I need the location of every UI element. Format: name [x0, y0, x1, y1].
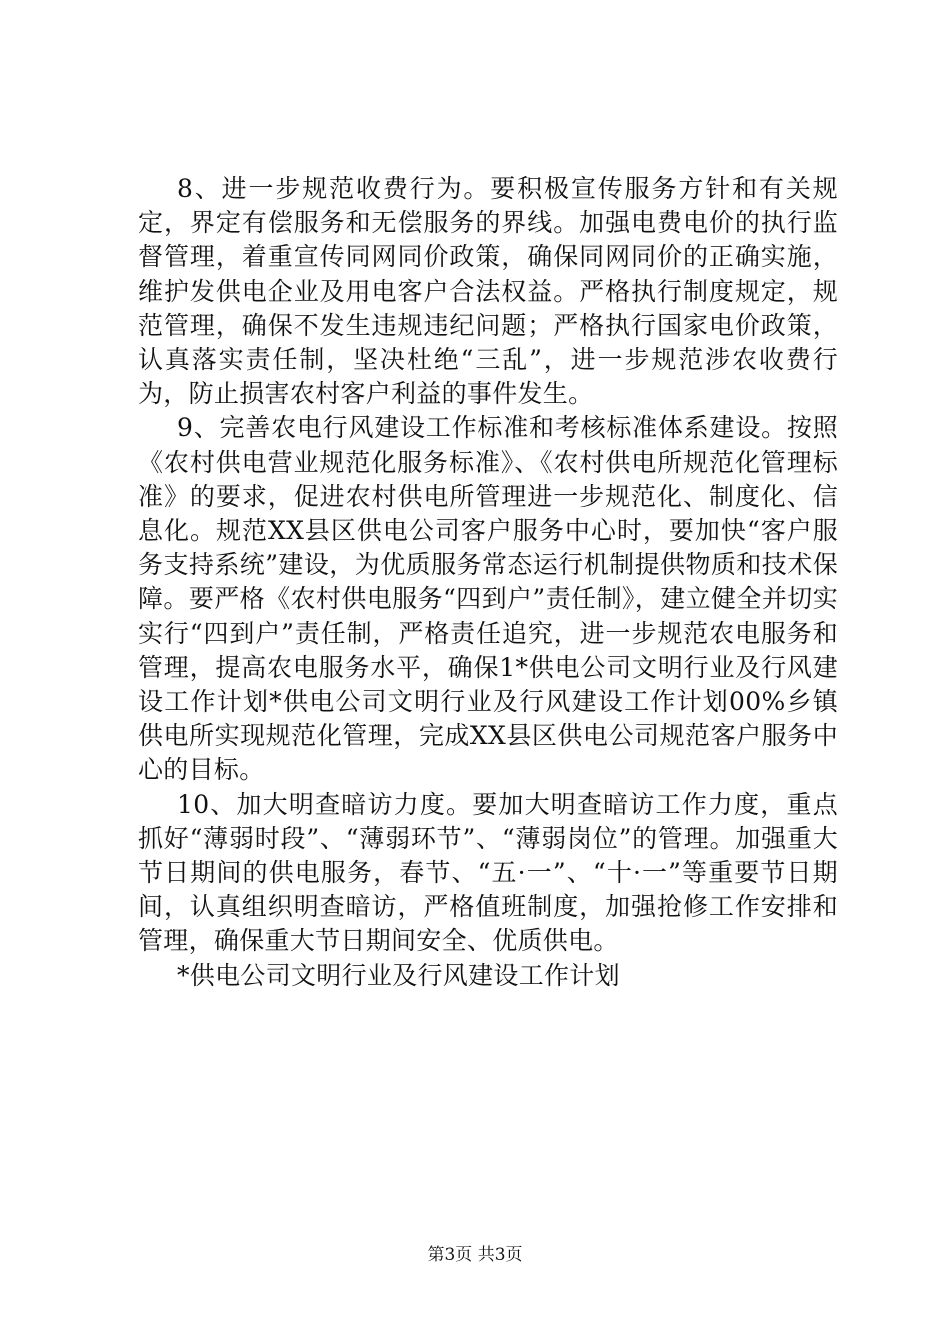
document-body [138, 172, 838, 993]
paragraph-item-10: 10、加大明查暗访力度。要加大明查暗访工作力度，重点抓好“薄弱时段”、“薄弱环节”、“薄弱岗位”的管理。加强重大节日期间的供电服务，春节、“五·一”、“十·一”等重要节日期间，认真组织明查暗访，严格值班制度，加强抢修工作安排和管理，确保重大节日期间安全、优质供电。 [138, 789, 838, 956]
paragraph-item-9: 9、完善农电行风建设工作标准和考核标准体系建设。按照《农村供电营业规范化服务标准》、《农村供电所规范化管理标准》的要求，促进农村供电所管理进一步规范化、制度化、信息化。规范XX县区供电公司客户服务中心时，要加快“客户服务支持系统”建设，为优质服务常态运行机制提供物质和技术保障。要严格《农村供电服务“四到户”责任制》，建立健全并切实实行“四到户”责任制，严格责任追究，进一步规范农电服务和管理，提高农电服务水平，确保1*供电公司文明行业及行风建设工作计划*供电公司文明行业及行风建设工作计划00%乡镇供电所实现规范化管理，完成XX县区供电公司规范客户服务中心的目标。 [138, 413, 838, 785]
page-number-label: 第3页 共3页 [427, 1245, 523, 1265]
page-footer [0, 1244, 950, 1266]
closing-title-line: *供电公司文明行业及行风建设工作计划 [177, 960, 620, 990]
paragraph-item-8: 8、进一步规范收费行为。要积极宣传服务方针和有关规定，界定有偿服务和无偿服务的界线。加强电费电价的执行监督管理，着重宣传同网同价政策，确保同网同价的正确实施，维护发供电企业及用电客户合法权益。严格执行制度规定，规范管理，确保不发生违规违纪问题；严格执行国家电价政策，认真落实责任制，坚决杜绝“三乱”，进一步规范涉农收费行为，防止损害农村客户利益的事件发生。 [138, 174, 838, 409]
